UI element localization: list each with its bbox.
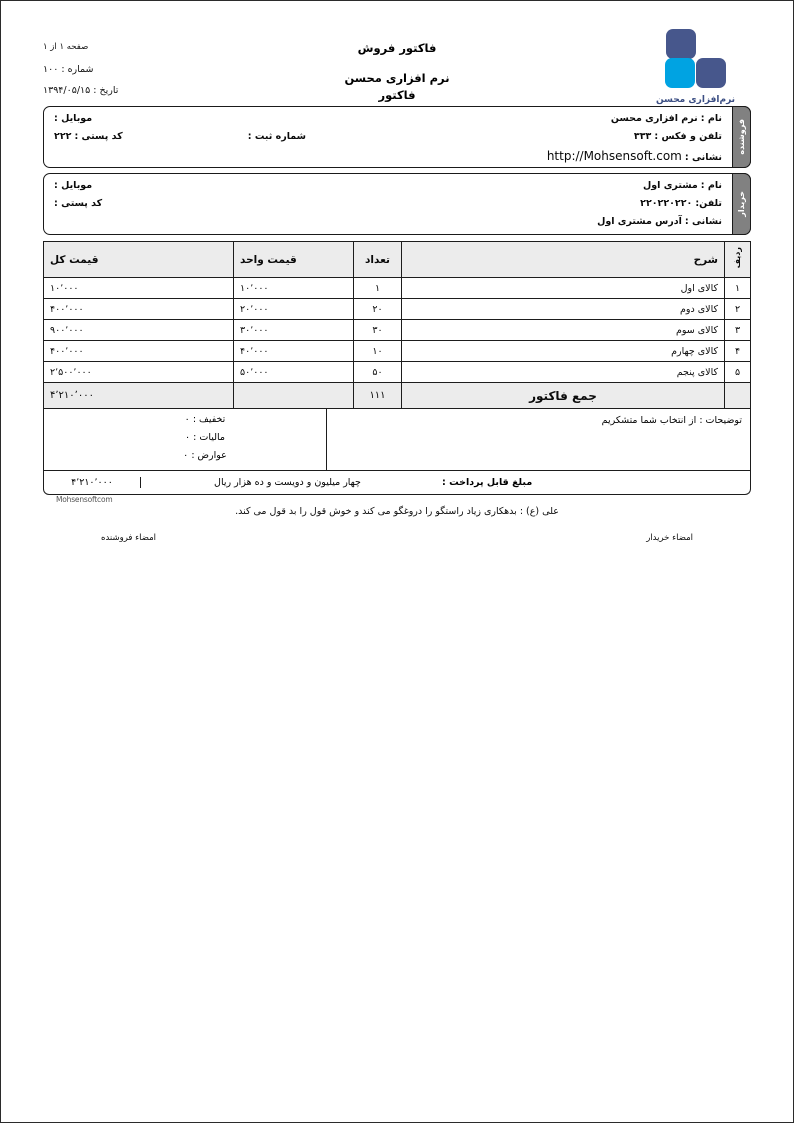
notes-cell [326,409,751,471]
cell-quantity: ۱ [354,278,402,299]
payable-digits: ۴٬۲۱۰٬۰۰۰ [71,477,113,488]
cell-unit-price: ۵۰٬۰۰۰ [234,362,354,383]
discount-label: تخفیف : [192,414,226,425]
cell-total-price: ۲٬۵۰۰٬۰۰۰ [44,362,234,383]
duties-label: عوارض : [191,450,227,461]
header-unit-price: قیمت واحد [234,242,354,278]
summary-label: جمع فاکتور [402,383,725,409]
buyer-postal-label: کد پستی : [54,197,103,209]
title-company: نرم افزاری محسن [344,71,450,85]
seller-tab-label: فروشنده [737,118,747,155]
cell-description: کالای چهارم [402,341,725,362]
cell-quantity: ۱۰ [354,341,402,362]
table-header-row [44,242,751,278]
cell-total-price: ۴۰۰٬۰۰۰ [44,299,234,320]
buyer-signature-label: امضاء خریدار [646,533,693,543]
seller-mobile-field [54,114,248,125]
cell-row-number: ۳ [725,320,751,341]
logo-mark-icon [664,29,728,91]
seller-tab [732,106,751,168]
cell-row-number: ۱ [725,278,751,299]
summary-row-blank [725,383,751,409]
buyer-phone-field [441,199,722,210]
seller-postal-label: کد پستی : [74,130,123,142]
invoice-sheet [1,1,793,621]
adjustments-cell [43,409,326,471]
seller-phone-field [441,132,722,143]
cell-unit-price: ۴۰٬۰۰۰ [234,341,354,362]
items-table-body [44,278,751,409]
payable-words: چهار میلیون و دویست و ده هزار ریال [140,477,434,488]
buyer-postal-field [54,199,248,210]
table-row [44,299,751,320]
buyer-address-field [441,217,722,228]
duties-line [44,450,326,461]
seller-name-value: نرم افزاری محسن [610,113,698,124]
table-row [44,341,751,362]
notes-value: از انتخاب شما متشکریم [601,415,697,426]
cell-quantity: ۲۰ [354,299,402,320]
seller-signature-label: امضاء فروشنده [101,533,157,543]
tax-label: مالیات : [193,432,225,443]
payable-row [43,471,751,504]
header-description: شرح [402,242,725,278]
items-table-wrapper [43,241,751,504]
logo-square-top-icon [666,29,696,59]
watermark-text: Mohsensoftcom [56,495,113,504]
tax-line [44,432,326,443]
seller-address-value: http://Mohsensoft.com [546,148,682,163]
seller-name-label: نام : [700,113,722,124]
buyer-tab-label: خریدار [737,190,747,217]
buyer-address-label: نشانی : [684,215,722,227]
cell-description: کالای دوم [402,299,725,320]
seller-mobile-label: موبایل : [54,113,93,124]
footer-quote: علی (ع) : بدهکاری زیاد راستگو را دروغگو می کند و خوش قول را بد قول می کند. [235,506,559,517]
logo-text: نرم‌افزاری محسن [655,95,736,105]
company-logo [638,29,753,105]
cell-unit-price: ۱۰٬۰۰۰ [234,278,354,299]
discount-value: ۰ [184,414,190,425]
cell-description: کالای پنجم [402,362,725,383]
duties-value: ۰ [183,450,189,461]
seller-postal-field [54,132,248,143]
cell-unit-price: ۲۰٬۰۰۰ [234,299,354,320]
invoice-date-label: تاریخ : [93,85,119,96]
seller-address-label: نشانی : [684,151,722,163]
discount-line [44,414,326,425]
cell-total-price: ۱۰٬۰۰۰ [44,278,234,299]
summary-quantity: ۱۱۱ [354,383,402,409]
table-row [44,362,751,383]
seller-address-field [441,150,722,164]
notes-adjustments-row [43,409,751,471]
seller-panel [43,106,751,168]
seller-postal-value: ۲۲۲ [54,130,72,142]
invoice-number-value: ۱۰۰ [43,63,59,75]
seller-phone-label: تلفن و فکس : [654,130,722,142]
cell-row-number: ۲ [725,299,751,320]
buyer-phone-label: تلفن: [695,197,722,209]
summary-total: ۴٬۲۱۰٬۰۰۰ [44,383,234,409]
signature-row [101,533,693,543]
buyer-name-value: مشتری اول [642,180,698,191]
cell-total-price: ۹۰۰٬۰۰۰ [44,320,234,341]
title-document-type: فاکتور [378,88,416,102]
page-number-label: صفحه ۱ از ۱ [43,42,89,52]
invoice-date-value: ۱۳۹۴/۰۵/۱۵ [43,85,91,96]
buyer-name-label: نام : [700,180,722,191]
cell-description: کالای سوم [402,320,725,341]
cell-description: کالای اول [402,278,725,299]
seller-phone-value: ۳۳۳ [633,130,652,142]
items-table [43,241,751,409]
notes-label: توضیحات : [699,415,742,426]
cell-row-number: ۵ [725,362,751,383]
buyer-address-value: آدرس مشتری اول [597,215,682,227]
table-summary-row [44,383,751,409]
document-header [1,1,793,106]
buyer-name-field [441,181,722,192]
header-quantity: تعداد [354,242,402,278]
cell-quantity: ۳۰ [354,320,402,341]
seller-registration-field [248,132,442,143]
buyer-phone-value: ۲۲۰۲۲۰۲۲۰ [640,197,693,209]
cell-unit-price: ۳۰٬۰۰۰ [234,320,354,341]
buyer-tab [732,173,751,235]
title-main: فاکتور فروش [357,41,437,55]
cell-total-price: ۴۰۰٬۰۰۰ [44,341,234,362]
logo-square-accent-icon [665,58,695,88]
tax-value: ۰ [185,432,191,443]
invoice-number-label: شماره : [61,63,94,75]
cell-quantity: ۵۰ [354,362,402,383]
seller-registration-label: شماره ثبت : [247,130,307,142]
buyer-panel [43,173,751,235]
table-row [44,320,751,341]
cell-row-number: ۴ [725,341,751,362]
logo-square-right-icon [696,58,726,88]
header-row-number: ردیف [725,242,751,278]
table-row [44,278,751,299]
payable-label: مبلغ قابل پرداخت : [442,477,533,488]
buyer-mobile-label: موبایل : [54,180,93,191]
seller-name-field [441,114,722,125]
header-total-price: قیمت کل [44,242,234,278]
summary-unit-blank [234,383,354,409]
buyer-mobile-field [54,181,248,192]
